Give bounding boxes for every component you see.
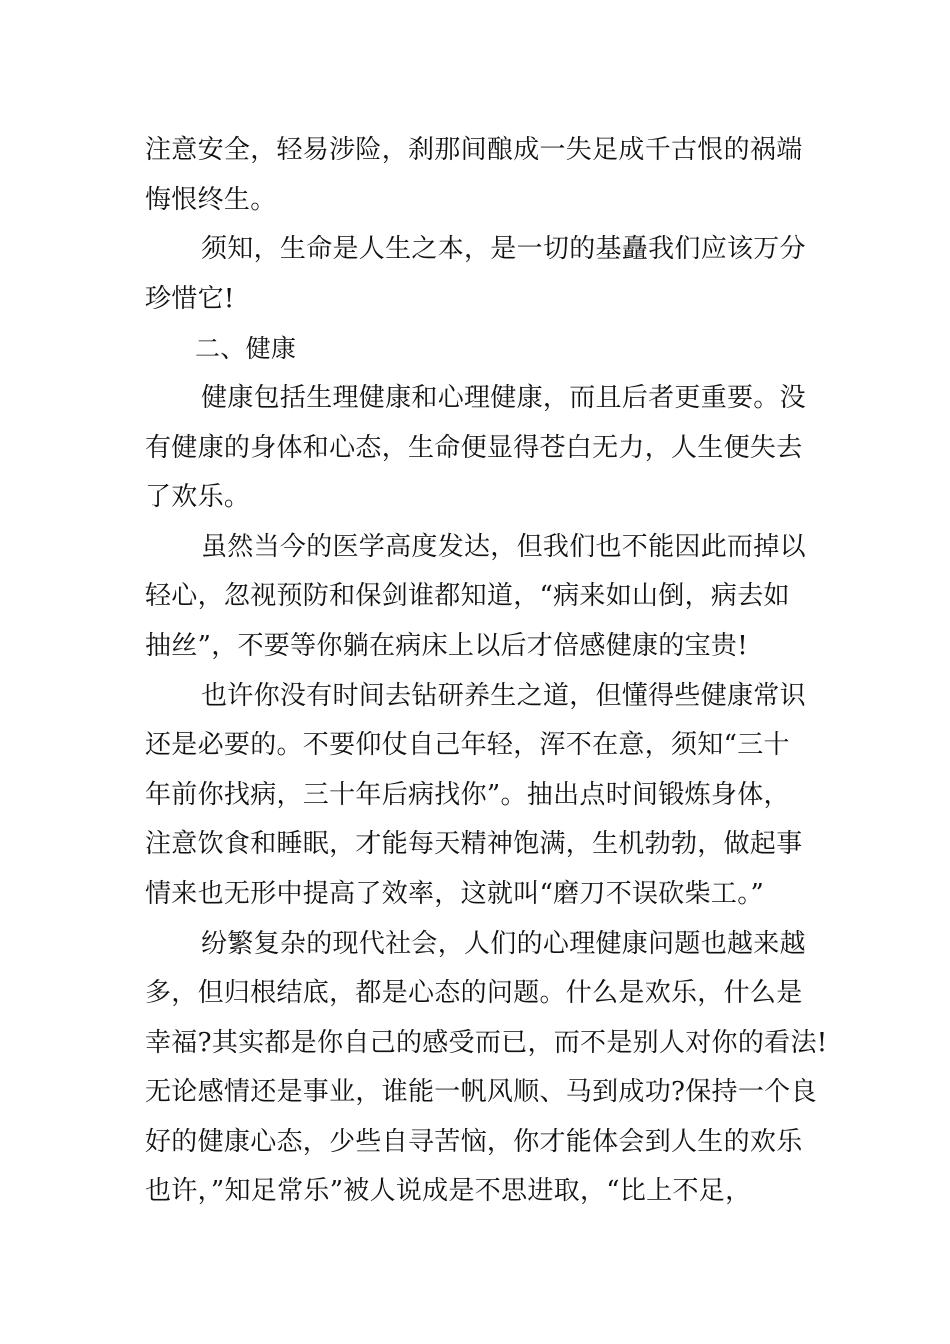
text-line: 注意安全，轻易涉险，刹那间酿成一失足成千古恨的祸端 [145,135,803,165]
text-line: 幸福?其实都是你自己的感受而已，而不是别人对你的看法! [145,1027,828,1058]
text-line: 年前你找病，三十年后病找你”。抽出点时间锻炼身体， [145,779,790,810]
text-line: 无论感情还是事业，谁能一帆风顺、马到成功?保持一个良 [145,1077,817,1108]
paragraph-start-line: 也许你没有时间去钻研养生之道，但懂得些健康常识 [201,680,806,711]
text-line: 了欢乐。 [145,482,251,513]
paragraph-start-line: 健康包括生理健康和心理健康，而且后者更重要。没 [201,382,806,413]
text-line: 悔恨终生。 [145,184,277,215]
text-line: 也许，”知足常乐”被人说成是不思进取，“比上不足， [145,1176,752,1207]
text-line: 轻心，忽视预防和保剑谁都知道，“病来如山倒，病去如 [145,581,790,612]
body-text [145,126,828,1217]
text-line: 多，但归根结底，都是心态的问题。什么是欢乐，什么是 [145,978,803,1009]
text-line: 注意饮食和睡眠，才能每天精神饱满，生机勃勃，做起事 [145,829,803,860]
text-line: 有健康的身体和心态，生命便显得苍白无力，人生便失去 [145,432,803,463]
text-line: 好的健康心态，少些自寻苦恼，你才能体会到人生的欢乐 [145,1126,803,1157]
text-line: 情来也无形中提高了效率，这就叫“磨刀不误砍柴工。” [145,878,765,909]
section-heading: 二、健康 [195,334,297,364]
text-line: 珍惜它! [145,283,235,314]
paragraph-start-line: 虽然当今的医学高度发达，但我们也不能因此而掉以 [201,531,806,562]
paragraph-start-line: 须知，生命是人生之本，是一切的基矗我们应该万分 [201,234,806,265]
paragraph-start-line: 纷繁复杂的现代社会，人们的心理健康问题也越来越 [201,928,806,959]
text-line: 抽丝”，不要等你躺在病床上以后才倍感健康的宝贵! [145,630,748,661]
text-line: 还是必要的。不要仰仗自己年轻，浑不在意，须知“三十 [145,730,790,761]
